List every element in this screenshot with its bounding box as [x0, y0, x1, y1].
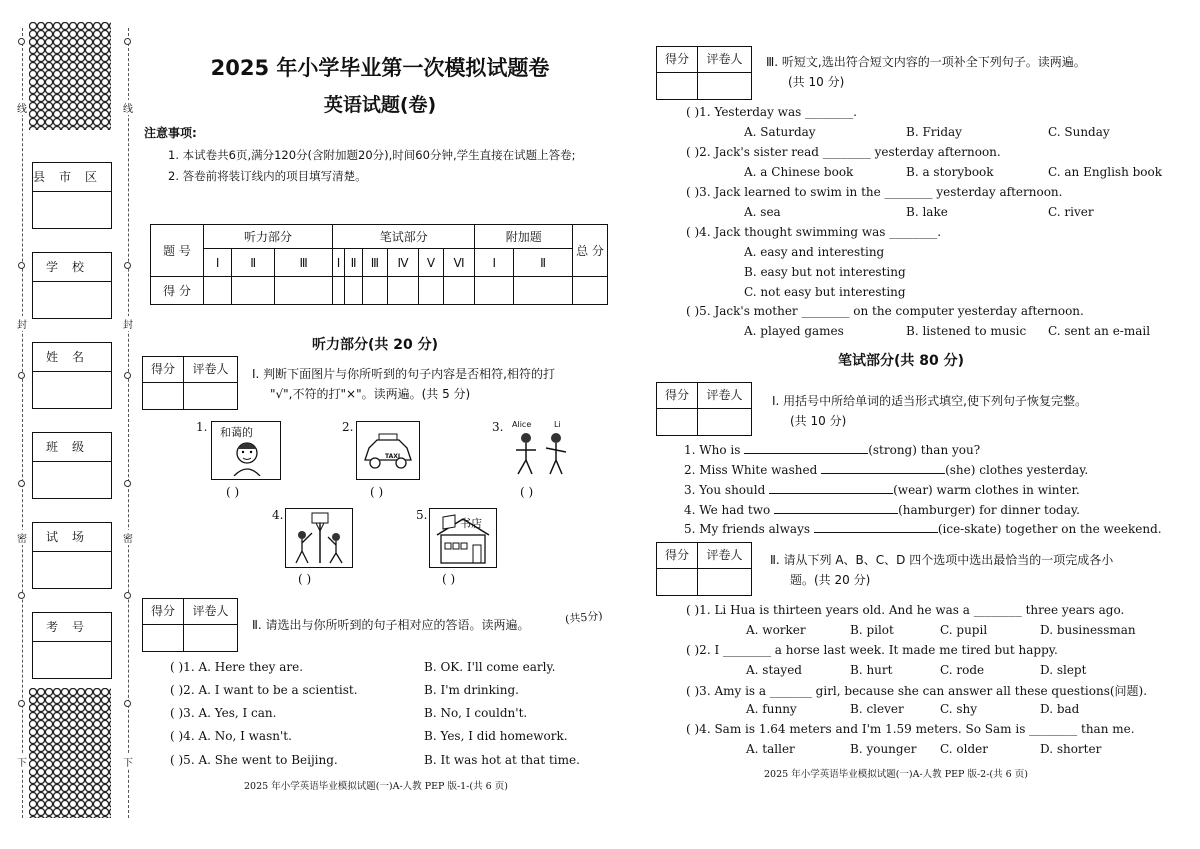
- field-class[interactable]: [32, 432, 112, 499]
- option: C. not easy but interesting: [744, 285, 906, 299]
- fill-blank-hint: (she) clothes yesterday.: [945, 463, 1089, 477]
- grader-box[interactable]: [142, 598, 238, 652]
- col-header: Ⅱ: [232, 249, 275, 277]
- question: ( )4. Sam is 1.64 meters and I'm 1.59 meters. So Sam is ________ than me.: [686, 722, 1135, 736]
- ring-hole: [18, 592, 25, 599]
- option: A. stayed: [746, 663, 802, 677]
- option: B. pilot: [850, 623, 894, 637]
- written-part2-instruction: Ⅱ. 请从下列 A、B、C、D 四个选项中选出最恰当的一项完成各小: [770, 553, 1114, 567]
- col-header: Ⅳ: [387, 249, 419, 277]
- ring-hole: [18, 262, 25, 269]
- grader-score-label: 得分: [150, 362, 175, 376]
- blank[interactable]: [821, 463, 945, 474]
- option: A. taller: [746, 742, 795, 756]
- option: D. bad: [1040, 702, 1080, 716]
- blank[interactable]: [769, 483, 893, 494]
- field-label: 县市区: [33, 163, 111, 192]
- field-exam-room[interactable]: [32, 522, 112, 589]
- grader-box[interactable]: [142, 356, 238, 410]
- side-char: 封: [16, 316, 28, 331]
- fill-blank-prefix: 3. You should: [684, 483, 766, 497]
- fill-blank-item: [684, 503, 1080, 517]
- score-cell[interactable]: [232, 277, 275, 305]
- option-b: B. It was hot at that time.: [424, 753, 580, 767]
- binding-dot-pattern-bottom: [29, 688, 111, 818]
- field-county[interactable]: [32, 162, 112, 229]
- score-table: [150, 224, 608, 305]
- score-cell[interactable]: [387, 277, 419, 305]
- blank[interactable]: [814, 522, 938, 533]
- answer-paren[interactable]: ( ): [226, 485, 240, 499]
- field-label: 姓名: [33, 343, 111, 372]
- binding-dot-pattern-top: [29, 22, 111, 130]
- col-header: Ⅲ: [363, 249, 387, 277]
- part1-instruction-2: "√",不符的打"×"。读两遍。(共 5 分): [270, 387, 471, 401]
- page-title: 2025 年小学毕业第一次模拟试题卷: [210, 56, 550, 80]
- option: B. younger: [850, 742, 917, 756]
- grader-score-label: 得分: [150, 604, 175, 618]
- option: D. shorter: [1040, 742, 1102, 756]
- man-face-icon: [230, 438, 264, 476]
- picture-label: 书店: [460, 517, 482, 530]
- score-cell[interactable]: [204, 277, 232, 305]
- question: ( )4. Jack thought swimming was ________.: [686, 225, 942, 239]
- item-number: 4.: [272, 508, 284, 522]
- grader-reviewer-label: 评卷人: [192, 604, 229, 618]
- option: D. slept: [1040, 663, 1087, 677]
- fill-blank-prefix: 4. We had two: [684, 503, 771, 517]
- listening-heading: 听力部分(共 20 分): [312, 337, 439, 353]
- picture-basketball: [285, 508, 353, 568]
- picture-label: Li: [554, 420, 561, 429]
- picture-taxi: [356, 421, 420, 480]
- picture-alice-dancing: [506, 418, 572, 478]
- col-header: Ⅱ: [345, 249, 363, 277]
- option: C. sent an e-mail: [1048, 324, 1151, 338]
- side-char: 下: [16, 754, 28, 769]
- grader-reviewer-label: 评卷人: [706, 548, 743, 562]
- answer-paren[interactable]: ( ): [370, 485, 384, 499]
- page-subtitle: 英语试题(卷): [323, 94, 437, 116]
- option: A. funny: [746, 702, 797, 716]
- col-header: Ⅰ: [204, 249, 232, 277]
- grader-box[interactable]: [656, 542, 752, 596]
- group-written: 笔试部分: [333, 225, 475, 249]
- field-exam-number[interactable]: [32, 612, 112, 679]
- row-label-score: 得 分: [151, 277, 204, 305]
- side-char: 密: [122, 530, 134, 545]
- basketball-icon: [290, 511, 348, 565]
- fill-blank-prefix: 5. My friends always: [684, 522, 810, 536]
- item-number: 5.: [416, 508, 428, 522]
- option: B. hurt: [850, 663, 893, 677]
- grader-reviewer-label: 评卷人: [192, 362, 229, 376]
- col-header: Ⅱ: [514, 249, 573, 277]
- score-cell[interactable]: [475, 277, 514, 305]
- part3-instruction-2: (共 10 分): [788, 75, 845, 89]
- option-b: B. OK. I'll come early.: [424, 660, 556, 674]
- row-label-number: 题 号: [151, 225, 204, 277]
- fill-blank-hint: (ice-skate) together on the weekend.: [937, 522, 1162, 536]
- blank[interactable]: [744, 443, 868, 454]
- side-char: 线: [122, 100, 134, 115]
- option: B. Friday: [906, 125, 962, 139]
- group-listening: 听力部分: [204, 225, 333, 249]
- option: B. lake: [906, 205, 948, 219]
- grader-reviewer-label: 评卷人: [706, 52, 743, 66]
- score-cell[interactable]: [333, 277, 345, 305]
- option: C. Sunday: [1048, 125, 1110, 139]
- option: B. clever: [850, 702, 904, 716]
- option: A. worker: [746, 623, 806, 637]
- blank[interactable]: [774, 503, 898, 514]
- option-b: B. Yes, I did homework.: [424, 729, 568, 743]
- grader-box[interactable]: [656, 382, 752, 436]
- option: C. shy: [940, 702, 978, 716]
- option: D. businessman: [1040, 623, 1136, 637]
- total-label: 总 分: [573, 225, 608, 277]
- grader-reviewer-label: 评卷人: [706, 388, 743, 402]
- footer-left: 2025 年小学英语毕业模拟试题(一)A-人教 PEP 版-1-(共 6 页): [244, 781, 508, 792]
- grader-box[interactable]: [656, 46, 752, 100]
- fill-blank-item: [684, 463, 1088, 477]
- answer-paren[interactable]: ( ): [520, 485, 534, 499]
- ring-hole: [18, 372, 25, 379]
- dancing-kids-icon: [510, 430, 570, 476]
- option: B. easy but not interesting: [744, 265, 906, 279]
- question: ( )5. Jack's mother ________ on the computer yesterday afternoon.: [686, 304, 1084, 318]
- option: C. older: [940, 742, 988, 756]
- group-extra: 附加题: [475, 225, 573, 249]
- option: A. easy and interesting: [744, 245, 885, 259]
- picture-kind-man: [211, 421, 281, 480]
- fill-blank-item: [684, 483, 1080, 497]
- ring-hole: [18, 700, 25, 707]
- option: B. listened to music: [906, 324, 1027, 338]
- written-part1-instruction-2: (共 10 分): [790, 414, 847, 428]
- part2-points: (共5分): [564, 609, 604, 626]
- ring-hole: [124, 592, 131, 599]
- option: A. sea: [744, 205, 781, 219]
- fill-blank-hint: (hamburger) for dinner today.: [898, 503, 1080, 517]
- side-char: 封: [122, 316, 134, 331]
- option: C. river: [1048, 205, 1094, 219]
- written-part1-instruction: Ⅰ. 用括号中所给单词的适当形式填空,使下列句子恢复完整。: [772, 394, 1087, 408]
- side-char: 密: [16, 530, 28, 545]
- grader-score-label: 得分: [664, 388, 689, 402]
- field-label: 考号: [33, 613, 111, 642]
- option-b: B. No, I couldn't.: [424, 706, 528, 720]
- score-cell[interactable]: [514, 277, 573, 305]
- field-label: 试场: [33, 523, 111, 552]
- picture-bookstore: [429, 508, 497, 568]
- option: C. pupil: [940, 623, 988, 637]
- ring-hole: [124, 372, 131, 379]
- answer-paren[interactable]: ( ): [442, 572, 456, 586]
- fill-blank-hint: (strong) than you?: [868, 443, 981, 457]
- question-a: ( )5. A. She went to Beijing.: [170, 753, 338, 767]
- ring-hole: [124, 38, 131, 45]
- field-name[interactable]: [32, 342, 112, 409]
- answer-paren[interactable]: ( ): [298, 572, 312, 586]
- picture-label: Alice: [512, 420, 532, 429]
- option: C. rode: [940, 663, 985, 677]
- part1-instruction: Ⅰ. 判断下面图片与你所听到的句子内容是否相符,相符的打: [252, 367, 555, 381]
- col-header: Ⅵ: [443, 249, 475, 277]
- item-number: 1.: [196, 420, 208, 434]
- score-cell[interactable]: [443, 277, 475, 305]
- question: ( )1. Yesterday was ________.: [686, 105, 857, 119]
- question: ( )2. Jack's sister read ________ yesterday afternoon.: [686, 145, 1001, 159]
- taxi-label: TAXI: [385, 453, 401, 460]
- score-cell[interactable]: [275, 277, 333, 305]
- fill-blank-prefix: 1. Who is: [684, 443, 741, 457]
- col-header: Ⅲ: [275, 249, 333, 277]
- field-label: 学校: [33, 253, 111, 282]
- part2-instruction: Ⅱ. 请选出与你所听到的句子相对应的答语。读两遍。: [252, 618, 530, 632]
- col-header: Ⅴ: [419, 249, 443, 277]
- fill-blank-hint: (wear) warm clothes in winter.: [893, 483, 1080, 497]
- fill-blank-prefix: 2. Miss White washed: [684, 463, 818, 477]
- taxi-icon: [361, 432, 415, 472]
- col-header: Ⅰ: [333, 249, 345, 277]
- option: C. an English book: [1048, 165, 1163, 179]
- option: A. played games: [744, 324, 844, 338]
- option: B. a storybook: [906, 165, 994, 179]
- grader-score-label: 得分: [664, 52, 689, 66]
- picture-label: 和蔼的: [220, 426, 253, 439]
- item-number: 2.: [342, 420, 354, 434]
- question: ( )1. Li Hua is thirteen years old. And he was a ________ three years ago.: [686, 603, 1125, 617]
- note-1: 1. 本试卷共6页,满分120分(含附加题20分),时间60分钟,学生直接在试题上答卷;: [168, 148, 576, 162]
- ring-hole: [18, 480, 25, 487]
- option: A. a Chinese book: [744, 165, 854, 179]
- question-a: ( )1. A. Here they are.: [170, 660, 304, 674]
- item-number: 3.: [492, 420, 504, 434]
- side-char: 线: [16, 100, 28, 115]
- ring-hole: [18, 38, 25, 45]
- score-cell[interactable]: [345, 277, 363, 305]
- notes-heading: 注意事项:: [144, 126, 197, 140]
- score-cell[interactable]: [363, 277, 387, 305]
- side-char: 下: [122, 754, 134, 769]
- fill-blank-item: [684, 443, 980, 457]
- option: A. Saturday: [744, 125, 816, 139]
- footer-right: 2025 年小学英语毕业模拟试题(一)A-人教 PEP 版-2-(共 6 页): [764, 769, 1028, 780]
- note-2: 2. 答卷前将装订线内的项目填写清楚。: [168, 169, 367, 183]
- ring-hole: [124, 262, 131, 269]
- option-b: B. I'm drinking.: [424, 683, 519, 697]
- col-header: Ⅰ: [475, 249, 514, 277]
- question: ( )3. Jack learned to swim in the ________ yesterday afternoon.: [686, 185, 1063, 199]
- score-cell[interactable]: [573, 277, 608, 305]
- ring-hole: [124, 700, 131, 707]
- field-label: 班级: [33, 433, 111, 462]
- score-cell[interactable]: [419, 277, 443, 305]
- field-school[interactable]: [32, 252, 112, 319]
- written-part2-instruction-2: 题。(共 20 分): [790, 573, 871, 587]
- part3-instruction: Ⅲ. 听短文,选出符合短文内容的一项补全下列句子。读两遍。: [766, 55, 1086, 69]
- question: ( )3. Amy is a _______ girl, because she can answer all these questions(问题).: [686, 684, 1148, 698]
- question-a: ( )3. A. Yes, I can.: [170, 706, 277, 720]
- question-a: ( )2. A. I want to be a scientist.: [170, 683, 358, 697]
- written-heading: 笔试部分(共 80 分): [838, 353, 965, 369]
- question: ( )2. I ________ a horse last week. It made me tired but happy.: [686, 643, 1058, 657]
- ring-hole: [124, 480, 131, 487]
- question-a: ( )4. A. No, I wasn't.: [170, 729, 292, 743]
- fill-blank-item: [684, 522, 1162, 536]
- grader-score-label: 得分: [664, 548, 689, 562]
